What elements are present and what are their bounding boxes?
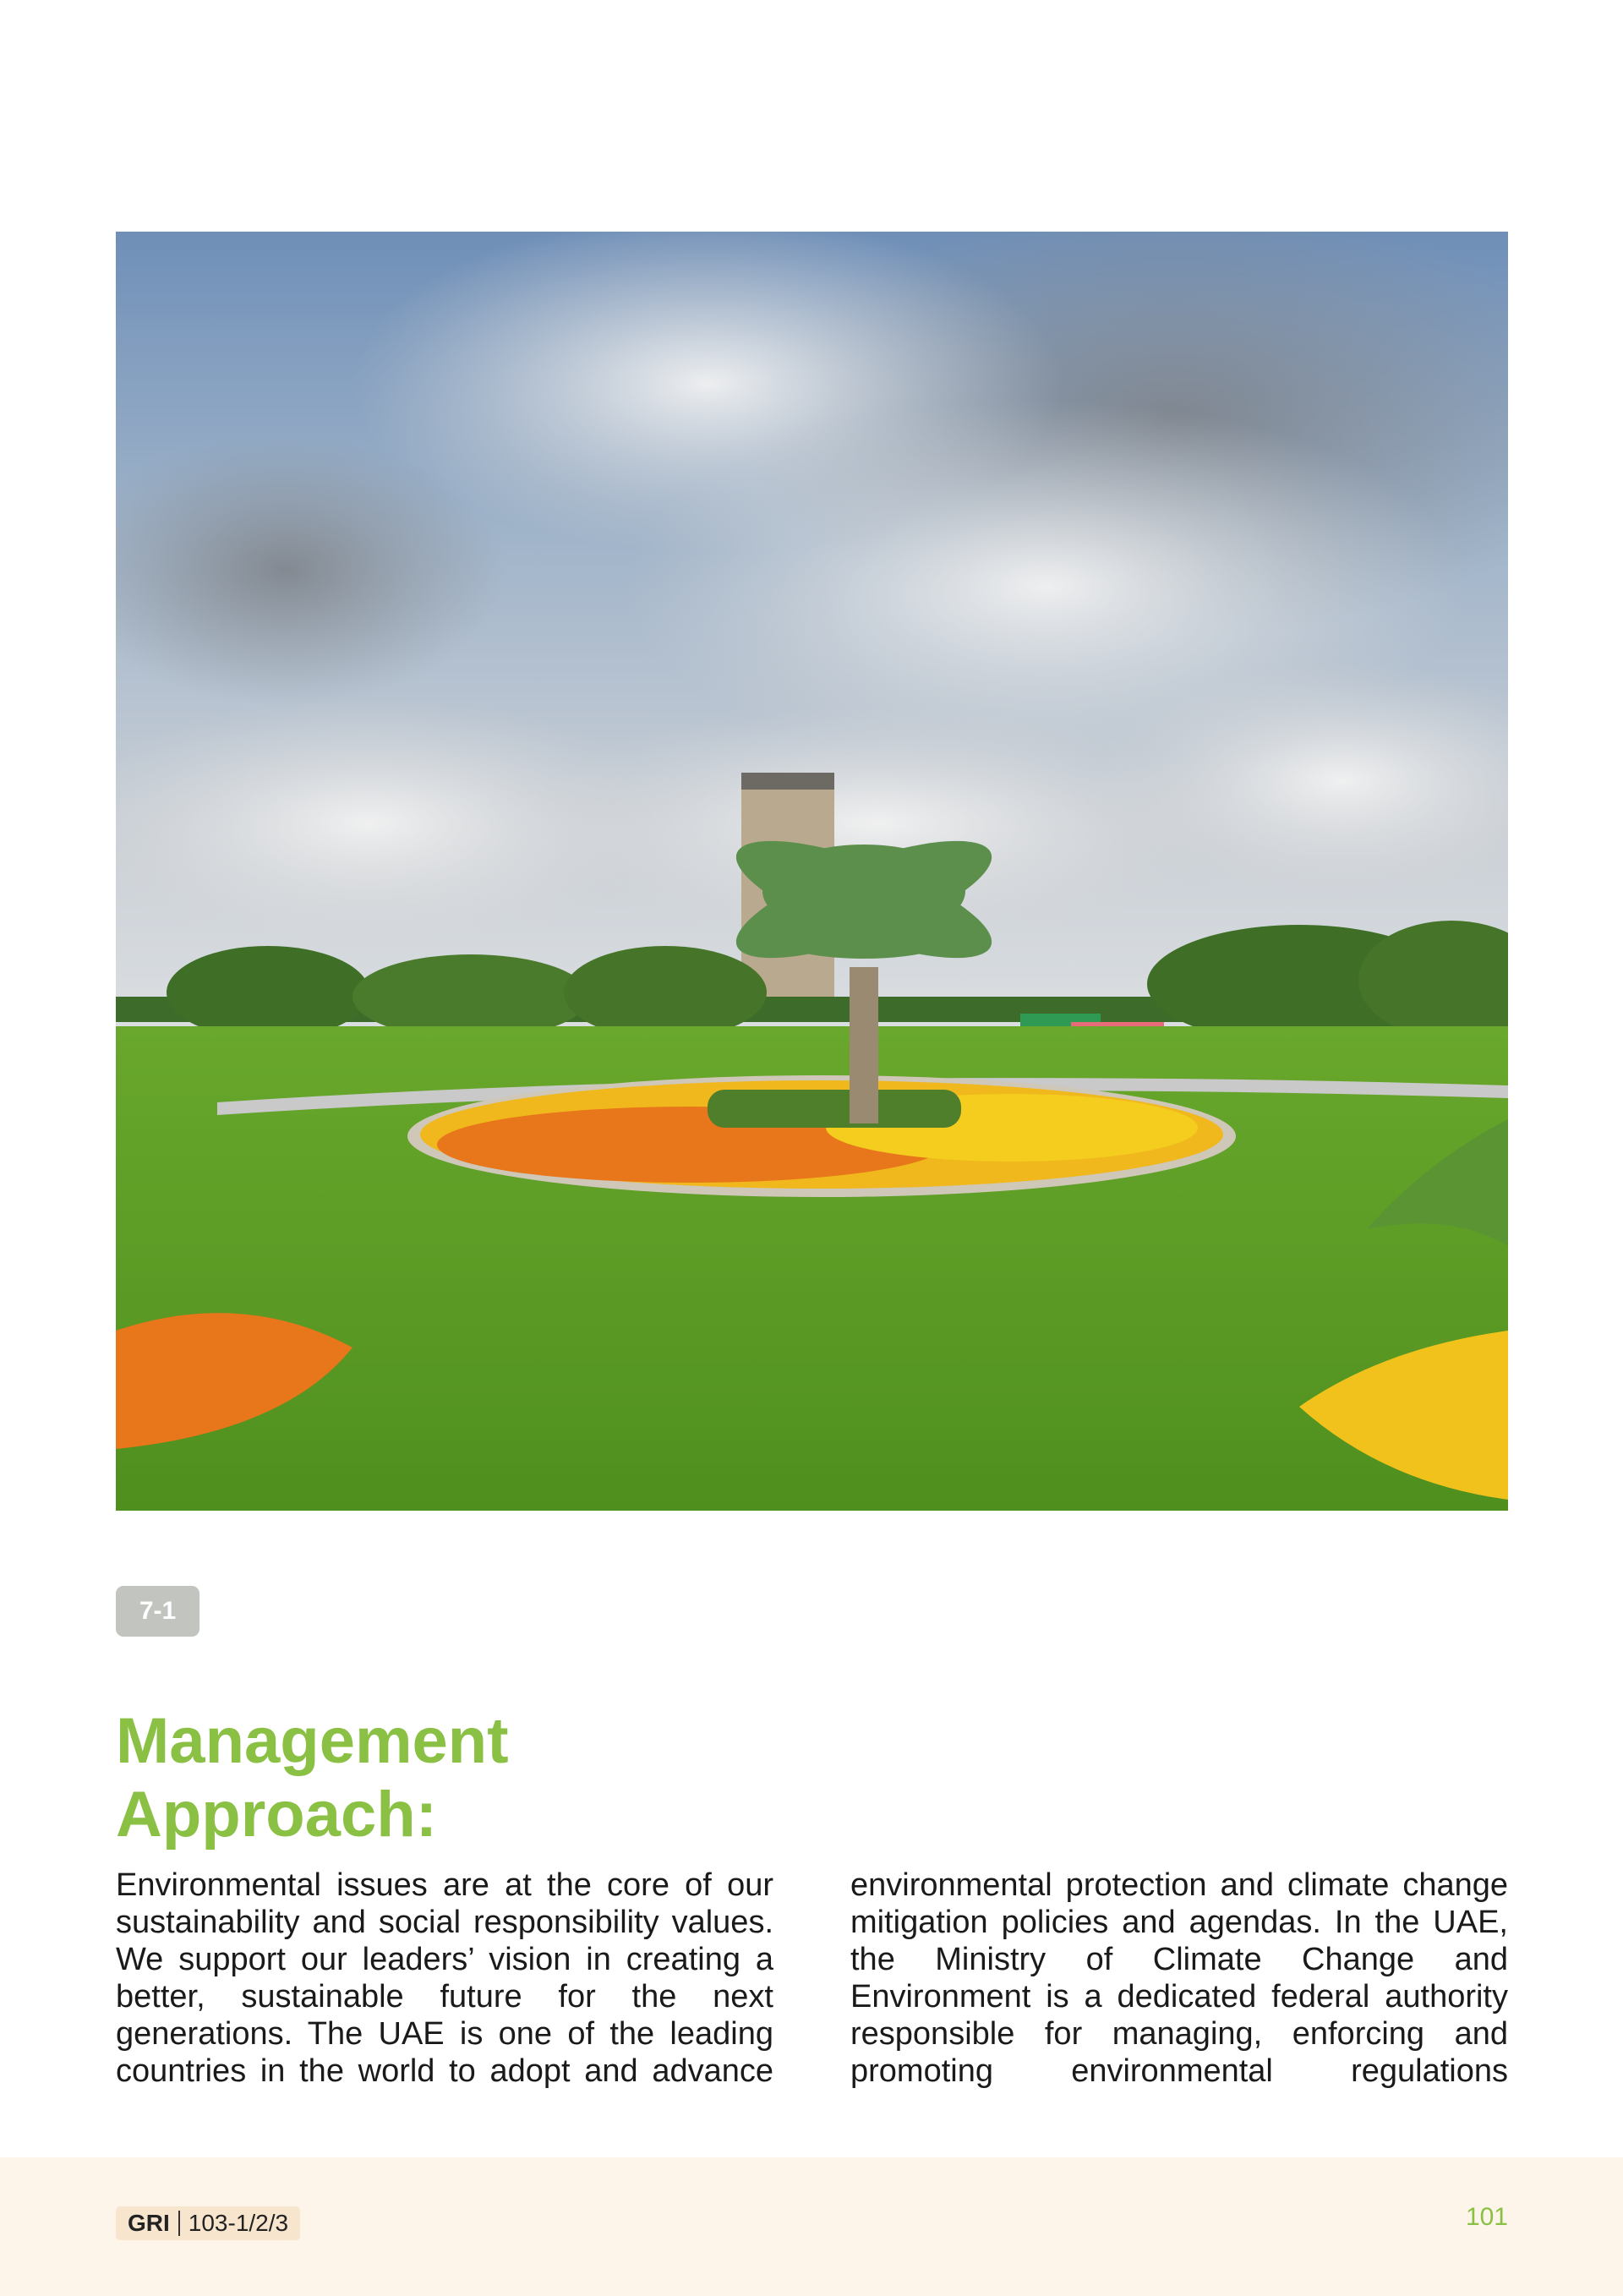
section-number-badge: 7-1: [116, 1586, 199, 1637]
page-title: [116, 1704, 877, 1851]
hero-photo-park: [116, 232, 1508, 1511]
gri-code: 103-1/2/3: [188, 2210, 289, 2236]
gri-separator: [178, 2211, 180, 2236]
body-text-right-column: environmental protection and climate change mitigation policies and agendas. In the UAE, the Ministry of Climate Change and Environment is a dedicated federal authority responsible for managing, enforcing and promoting environmental regulations: [850, 1867, 1508, 2089]
page-title-line-1: Management: [116, 1705, 509, 1777]
page-title-line-2: Approach:: [116, 1779, 437, 1850]
body-text-left-column: Environmental issues are at the core of our sustainability and social responsibility values. We support our leaders’ vision in creating a better, sustainable future for the next generations. The UAE is one of the leading countries in the world to adopt and advance: [116, 1867, 773, 2089]
page-number: 101: [1465, 2203, 1508, 2231]
gri-label: GRI: [128, 2210, 170, 2236]
gri-reference-tag: [116, 2206, 300, 2240]
